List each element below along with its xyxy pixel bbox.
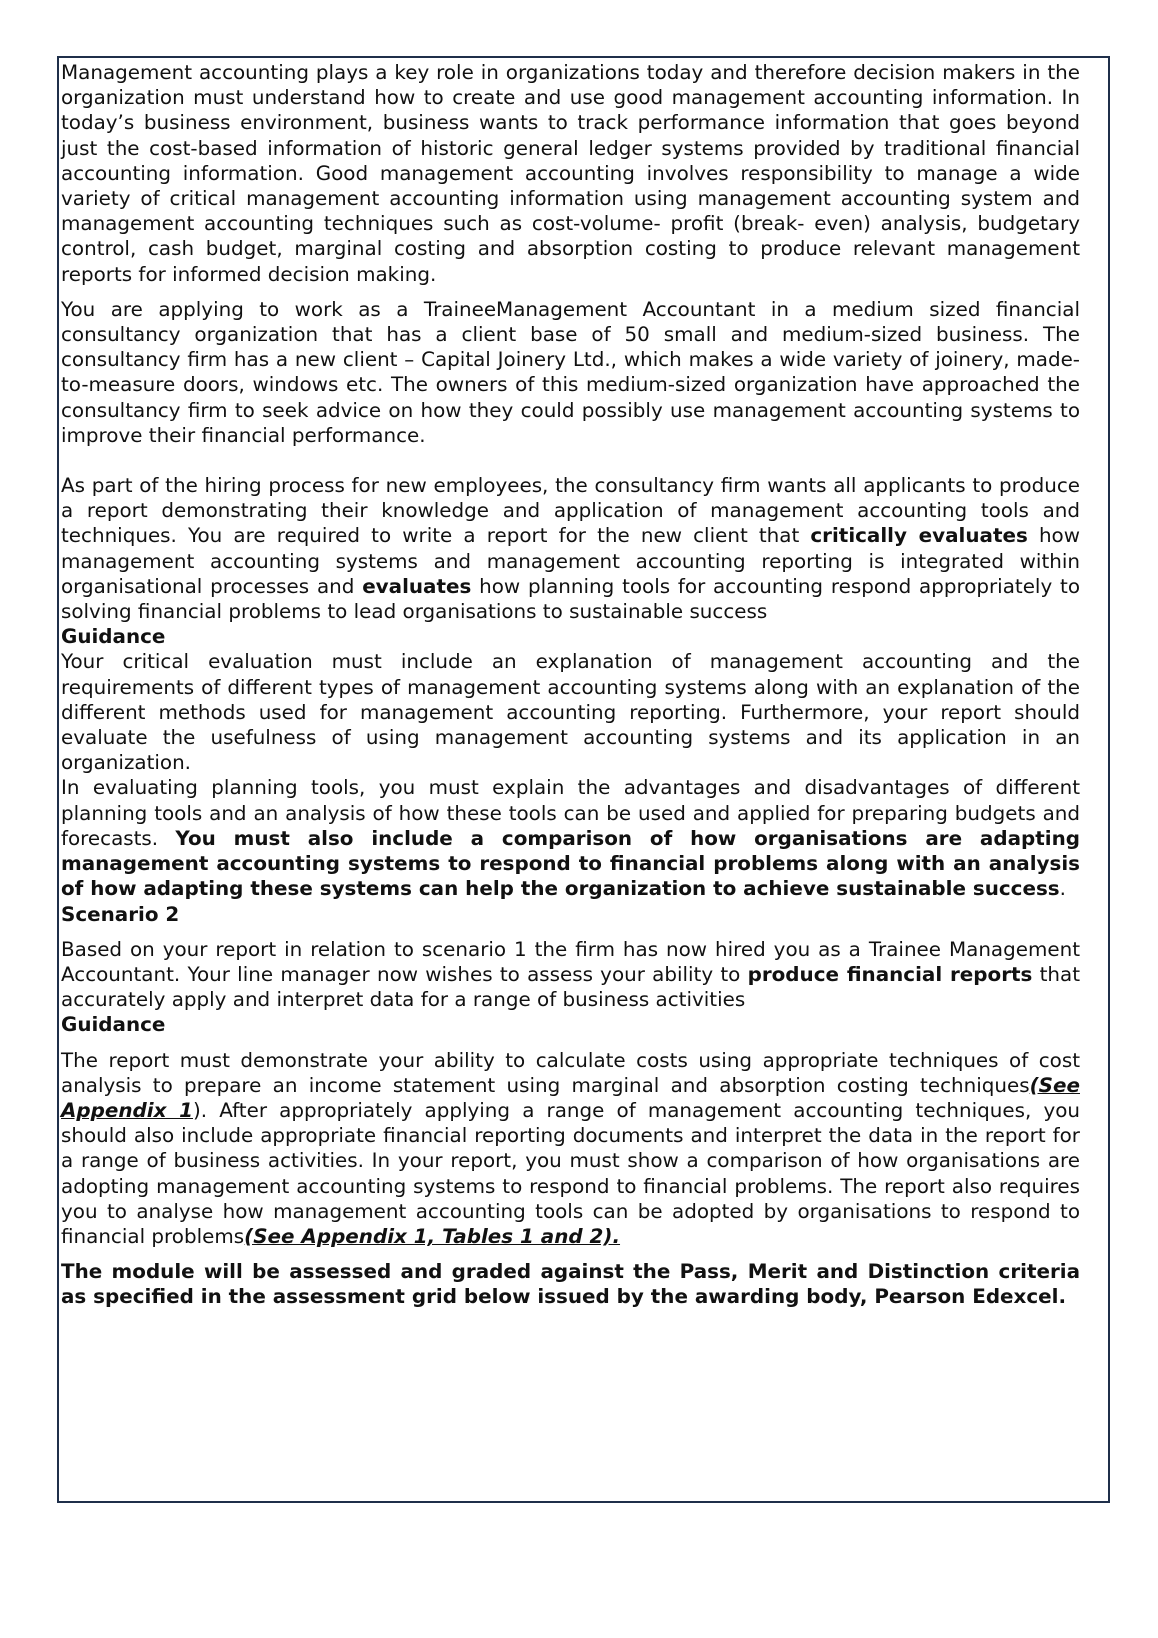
emphasis-comparison-requirement: You must also include a comparison of how organisations are adapting management accounting systems to respond to financial problems along with an analysis of how adapting these systems can help the organization to achieve sustainable success	[61, 826, 1080, 901]
emphasis-critically-evaluates: critically evaluates	[810, 524, 1028, 548]
scenario-2-paragraph: Based on your report in relation to scenario 1 the firm has now hired you as a Trainee Management Accountant. Your line manager now wishes to assess your ability to produce financial reports that accurately apply and interpret data for a range of business activities	[61, 937, 1080, 1012]
intro-paragraph: Management accounting plays a key role in organizations today and therefore decision makers in the organization must understand how to create and use good management accounting information. In today’s business environment, business wants to track performance information that goes beyond just the cost-based information of historic general ledger systems provided by traditional financial accounting information. Good management accounting involves responsibility to manage a wide variety of critical management accounting information using management accounting system and management accounting techniques such as cost-volume- profit (break- even) analysis, budgetary control, cash budget, marginal costing and absorption costing to produce relevant management reports for informed decision making.	[61, 61, 1080, 286]
emphasis-evaluates: evaluates	[362, 574, 472, 598]
appendix-1-reference: (See Appendix 1	[61, 1073, 1080, 1122]
assessment-criteria-note: The module will be assessed and graded against the Pass, Merit and Distinction criteria as specified in the assessment grid below issued by the awarding body, Pearson Edexcel.	[61, 1260, 1080, 1309]
guidance-heading-1: Guidance	[61, 625, 166, 649]
guidance-2-paragraph: The report must demonstrate your ability to calculate costs using appropriate techniques of cost analysis to prepare an income statement using marginal and absorption costing techniques(See Appendix 1). After appropriately applying a range of management accounting techniques, you should also include appropriate financial reporting documents and interpret the data in the report for a range of business activities. In your report, you must show a comparison of how organisations are adopting management accounting systems to respond to financial problems. The report also requires you to analyse how management accounting tools can be adopted by organisations to respond to financial problems(See Appendix 1, Tables 1 and 2).	[61, 1048, 1080, 1248]
assignment-brief-box	[57, 56, 1110, 1503]
scenario-2-heading: Scenario 2	[61, 902, 180, 926]
emphasis-produce-financial-reports: produce financial reports	[747, 962, 1033, 986]
guidance-paragraph-1: Your critical evaluation must include an explanation of management accounting and the requirements of different types of management accounting systems along with an explanation of the different methods used for management accounting reporting. Furthermore, your report should evaluate the usefulness of using management accounting systems and its application in an organization.	[61, 650, 1080, 775]
guidance-heading-2: Guidance	[61, 1013, 166, 1037]
scenario-paragraph: You are applying to work as a TraineeManagement Accountant in a medium sized financial consultancy organization that has a client base of 50 small and medium-sized business. The consultancy firm has a new client – Capital Joinery Ltd., which makes a wide variety of joinery, made-to-measure doors, windows etc. The owners of this medium-sized organization have approached the consultancy firm to seek advice on how they could possibly use management accounting systems to improve their financial performance.	[61, 297, 1080, 447]
guidance-paragraph-2: In evaluating planning tools, you must explain the advantages and disadvantages of different planning tools and an analysis of how these tools can be used and applied for preparing budgets and forecasts. You must also include a comparison of how organisations are adapting management accounting systems to respond to financial problems along with an analysis of how adapting these systems can help the organization to achieve sustainable success.	[61, 776, 1080, 901]
appendix-1-tables-reference: (See Appendix 1, Tables 1 and 2).	[244, 1224, 621, 1248]
task-paragraph: As part of the hiring process for new employees, the consultancy firm wants all applicants to produce a report demonstrating their knowledge and application of management accounting tools and techniques. You are required to write a report for the new client that critically evaluates how management accounting systems and management accounting reporting is integrated within organisational processes and evaluates how planning tools for accounting respond appropriately to solving financial problems to lead organisations to sustainable success	[61, 474, 1080, 624]
